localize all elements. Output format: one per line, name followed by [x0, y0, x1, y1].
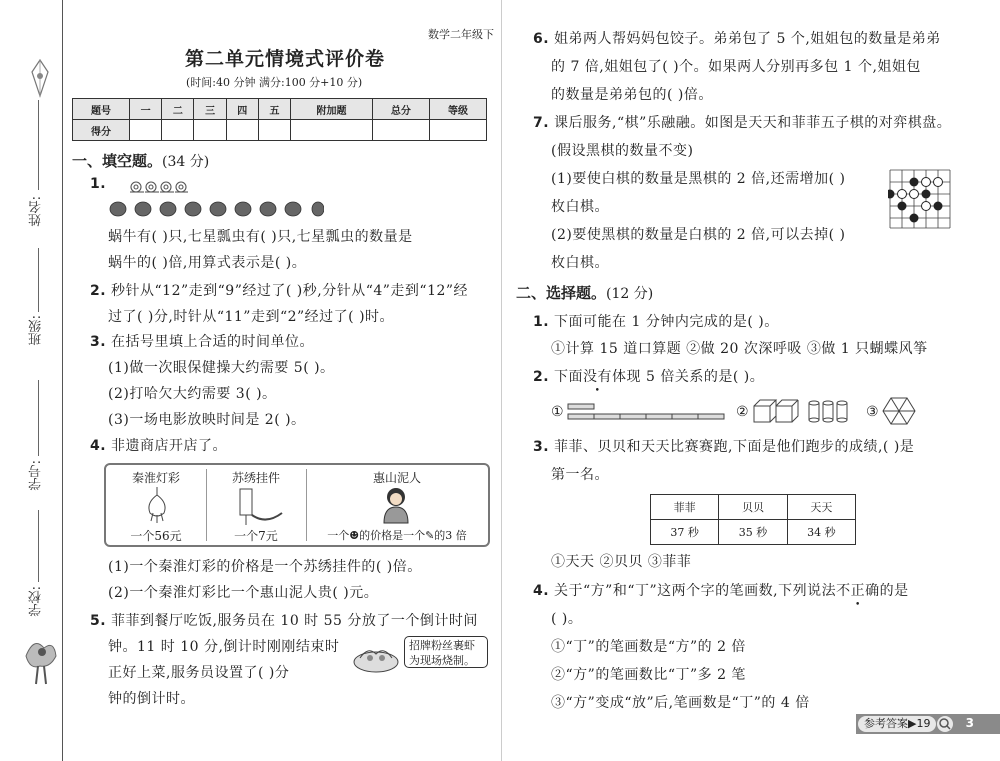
score-table-header-row	[73, 99, 487, 120]
c3-text1: 菲菲、贝贝和天天比赛赛跑,下面是他们跑步的成绩,( )是	[554, 439, 915, 455]
clay-figure-icon	[378, 485, 414, 525]
runner-time: 34 秒	[787, 520, 855, 545]
shop-item-price-compare	[306, 527, 488, 543]
runner-time: 35 秒	[719, 520, 787, 545]
name-line	[38, 100, 39, 190]
price-text-c: 的3 倍	[434, 529, 467, 542]
heritage-shop-box	[104, 463, 490, 547]
score-cell[interactable]	[226, 120, 258, 141]
c1-options: ①计算 15 道口算题 ②做 20 次深呼吸 ③做 1 只蝴蝶风筝	[551, 341, 928, 357]
runner-name: 菲菲	[651, 495, 719, 520]
score-cell[interactable]	[291, 120, 373, 141]
embroidery-pendant-icon	[236, 485, 286, 527]
question-number: 4.	[90, 438, 107, 454]
q5-line2: 钟。11 时 10 分,倒计时刚刚结束时	[108, 639, 340, 655]
shop-item-price: 一个7元	[234, 529, 278, 543]
score-header-cell: 三	[194, 99, 226, 120]
school-field	[30, 586, 46, 616]
student-no-line	[38, 380, 39, 456]
score-cell[interactable]	[372, 120, 429, 141]
question-number: 1.	[90, 176, 107, 192]
score-header-cell: 附加题	[291, 99, 373, 120]
c2-opt1-label: ①	[551, 404, 565, 420]
score-cell[interactable]	[258, 120, 290, 141]
page-number: 3	[965, 716, 974, 730]
c2-text-a: 下面	[554, 369, 584, 385]
c4-text-emphasis: 不正确	[836, 583, 880, 599]
q7-line2: (假设黑棋的数量不变)	[551, 143, 694, 159]
q7-b2: 枚白棋。	[551, 255, 609, 271]
q7-text1: 课后服务,“棋”乐融融。如图是天天和菲菲五子棋的对弈棋盘。	[554, 115, 952, 131]
score-table-row	[73, 120, 487, 141]
section-choice-title	[516, 282, 653, 303]
q5-line4: 钟的倒计时。	[108, 691, 195, 707]
q7-a1: (1)要使白棋的数量是黑棋的 2 倍,还需增加( )	[551, 171, 846, 187]
q2-line2: 过了( )分,时针从“11”走到“2”经过了( )时。	[108, 309, 395, 325]
q6-line1	[533, 28, 941, 48]
c4-line2: ( )。	[551, 611, 583, 627]
q3-c: (3)一场电影放映时间是 2( )。	[108, 412, 306, 428]
c1-stem	[533, 311, 779, 331]
c2-stem	[533, 366, 764, 386]
q3-b: (2)打哈欠大约需要 3( )。	[108, 386, 277, 402]
name-label: 姓名:	[29, 196, 44, 227]
student-no-field	[30, 460, 46, 490]
c4-text-a: 关于“方”和“丁”这两个字的笔画数,下列说法	[554, 583, 837, 599]
q7-b1: (2)要使黑棋的数量是白棋的 2 倍,可以去掉( )	[551, 227, 846, 243]
score-row-label: 得分	[73, 120, 130, 141]
score-table	[72, 98, 487, 141]
gomoku-board-icon	[888, 168, 952, 230]
shop-item-lantern	[106, 465, 206, 545]
question-number: 1.	[533, 314, 550, 330]
c4-text-c: 的是	[879, 583, 909, 599]
question-number: 3.	[533, 439, 550, 455]
score-header-cell: 四	[226, 99, 258, 120]
q5-line1	[90, 610, 478, 630]
section-title-text: 一、填空题。	[72, 152, 163, 170]
c4-line1	[533, 580, 909, 600]
shop-item-name: 惠山泥人	[372, 471, 421, 485]
q6-line3: 的数量是弟弟包的( )倍。	[551, 87, 713, 103]
q1-number	[90, 176, 106, 192]
snails-icon	[128, 178, 188, 194]
magnifier-icon	[936, 715, 954, 733]
question-number: 7.	[533, 115, 550, 131]
c2-text-c: 体现 5 倍关系的是( )。	[612, 369, 765, 385]
q6-text1: 姐弟两人帮妈妈包饺子。弟弟包了 5 个,姐姐包的数量是弟弟	[554, 31, 941, 47]
runner-name: 天天	[787, 495, 855, 520]
q4-text: 非遗商店开店了。	[111, 438, 228, 454]
c4-opt1: ①“丁”的笔画数是“方”的 2 倍	[551, 639, 746, 655]
q1-line2: 蜗牛的( )倍,用算式表示是( )。	[108, 255, 307, 271]
c4-opt3: ③“方”变成“放”后,笔画数是“丁”的 4 倍	[551, 695, 810, 711]
binding-line	[62, 0, 63, 761]
q4-stem	[90, 435, 227, 455]
c2-text-emphasis: 没有	[583, 369, 613, 385]
score-header-cell: 二	[162, 99, 194, 120]
class-field	[30, 315, 46, 345]
c2-opt3-label: ③	[866, 404, 880, 420]
question-number: 2.	[90, 283, 107, 299]
table-row	[651, 495, 856, 520]
school-line	[38, 510, 39, 582]
q5-line3: 正好上菜,服务员设置了( )分	[108, 665, 290, 681]
pencil-decoration-icon	[26, 58, 54, 98]
q6-line2: 的 7 倍,姐姐包了( )个。如果两人分别再多包 1 个,姐姐包	[551, 59, 921, 75]
score-header-cell: 等级	[429, 99, 486, 120]
race-results-table	[650, 494, 856, 545]
runner-name: 贝贝	[719, 495, 787, 520]
page-footer	[856, 714, 1000, 734]
pendant-small-icon: ✎	[425, 529, 435, 542]
c1-text: 下面可能在 1 分钟内完成的是( )。	[554, 314, 779, 330]
shrimp-dish-icon	[352, 640, 400, 676]
ink-painting-decoration-icon	[20, 626, 60, 686]
question-number: 6.	[533, 31, 550, 47]
runner-time: 37 秒	[651, 520, 719, 545]
page-title: 第二单元情境式评价卷	[185, 48, 386, 70]
shop-item-price: 一个56元	[130, 529, 182, 543]
time-info: (时间:40 分钟 满分:100 分+10 分)	[186, 76, 363, 89]
class-label: 班级:	[29, 315, 44, 346]
section-points: (12 分)	[606, 286, 654, 302]
score-cell[interactable]	[162, 120, 194, 141]
q4-a: (1)一个秦淮灯彩的价格是一个苏绣挂件的( )倍。	[108, 559, 422, 575]
q5-text1: 菲菲到餐厅吃饭,服务员在 10 时 55 分放了一个倒计时间	[111, 613, 478, 629]
price-text-b: 的价格是一个	[359, 529, 426, 542]
c2-opt2-label: ②	[736, 404, 750, 420]
score-header-cell: 总分	[372, 99, 429, 120]
q7-a2: 枚白棋。	[551, 199, 609, 215]
clay-figure-small-icon: ☻	[349, 529, 360, 542]
column-divider	[501, 0, 502, 761]
score-header-cell: 五	[258, 99, 290, 120]
score-cell[interactable]	[194, 120, 226, 141]
score-header-cell: 一	[130, 99, 162, 120]
school-label: 学校:	[29, 586, 44, 617]
q4-b: (2)一个秦淮灯彩比一个惠山泥人贵( )元。	[108, 585, 379, 601]
cubes-and-cylinders-icon	[752, 398, 852, 424]
q3-a: (1)做一次眼保健操大约需要 5( )。	[108, 360, 335, 376]
shop-item-name: 秦淮灯彩	[131, 471, 180, 485]
shop-item-embroidery	[206, 465, 306, 545]
score-cell[interactable]	[429, 120, 486, 141]
question-number: 5.	[90, 613, 107, 629]
q1-line1: 蜗牛有( )只,七星瓢虫有( )只,七星瓢虫的数量是	[108, 229, 413, 245]
question-number: 3.	[90, 334, 107, 350]
lantern-icon	[144, 487, 170, 525]
grade-label: 数学二年级下	[428, 28, 494, 41]
q3-stem	[90, 331, 314, 351]
section-title-text: 二、选择题。	[516, 284, 607, 302]
c4-opt2: ②“方”的笔画数比“丁”多 2 笔	[551, 667, 746, 683]
c3-line2: 第一名。	[551, 467, 609, 483]
q2-text1: 秒针从“12”走到“9”经过了( )秒,分针从“4”走到“12”经	[111, 283, 469, 299]
question-number: 4.	[533, 583, 550, 599]
section-points: (34 分)	[162, 154, 210, 170]
student-no-label: 学号:	[29, 460, 44, 491]
binding-margin	[0, 0, 68, 761]
shop-item-clay-figure	[306, 465, 488, 545]
bars-comparison-icon	[566, 402, 726, 422]
table-row	[651, 520, 856, 545]
c3-options: ①天天 ②贝贝 ③菲菲	[551, 554, 692, 570]
shop-item-name: 苏绣挂件	[231, 471, 280, 485]
question-number: 2.	[533, 369, 550, 385]
name-field	[30, 196, 46, 226]
q2-line1	[90, 280, 468, 300]
hexagon-icon	[882, 396, 916, 426]
price-text-a: 一个	[327, 529, 350, 542]
score-cell[interactable]	[130, 120, 162, 141]
score-header-cell: 题号	[73, 99, 130, 120]
class-line	[38, 248, 39, 312]
c3-line1	[533, 436, 914, 456]
speech-bubble: 招牌粉丝裹虾为现场烧制。	[404, 636, 488, 668]
ladybugs-icon	[108, 198, 324, 220]
answer-reference[interactable]: 参考答案▶19	[858, 716, 936, 732]
q7-line1	[533, 112, 951, 132]
section-fill-in-title	[72, 150, 209, 171]
q3-text: 在括号里填上合适的时间单位。	[111, 334, 315, 350]
